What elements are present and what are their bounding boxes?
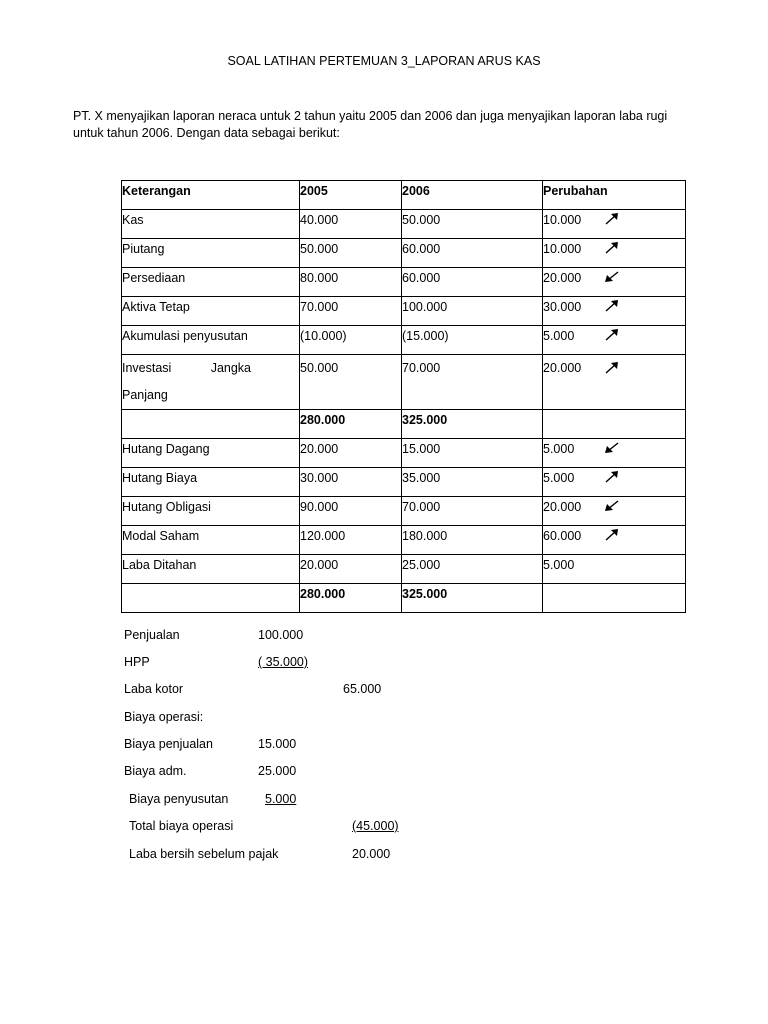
total-2006: 325.000 (402, 410, 543, 439)
biaya-penjualan-value: 15.000 (258, 737, 297, 751)
value-change (543, 297, 686, 326)
row-label: Persediaan (122, 268, 300, 297)
laba-bersih-label: Laba bersih sebelum pajak (129, 847, 279, 861)
change-amount: 20.000 (543, 361, 582, 375)
biaya-penyusutan-value: 5.000 (265, 792, 297, 806)
intro-paragraph: PT. X menyajikan laporan neraca untuk 2 tahun yaitu 2005 dan 2006 dan juga menyajikan laporan laba rugi untuk tahun 2006. Dengan data sebagai berikut: (73, 109, 668, 140)
value-change (543, 268, 686, 297)
value-change (543, 468, 686, 497)
arrow-down-left-icon (603, 269, 621, 285)
row-label: Hutang Dagang (122, 439, 300, 468)
value-2006: 60.000 (402, 268, 543, 297)
total-empty-cell (122, 410, 300, 439)
value-2005: 70.000 (300, 297, 402, 326)
row-label: Piutang (122, 239, 300, 268)
hpp-label: HPP (124, 655, 150, 669)
value-2005: 50.000 (300, 239, 402, 268)
value-2005: 40.000 (300, 210, 402, 239)
biaya-adm-label: Biaya adm. (124, 764, 187, 778)
total-2005: 280.000 (300, 410, 402, 439)
table-row (122, 268, 686, 297)
laba-bersih-value: 20.000 (352, 847, 391, 861)
arrow-up-right-icon (603, 298, 621, 314)
invest-label-word: Investasi (122, 361, 172, 375)
value-2006: 70.000 (402, 497, 543, 526)
value-2006: 50.000 (402, 210, 543, 239)
change-amount: 5.000 (543, 471, 575, 485)
change-amount: 20.000 (543, 500, 582, 514)
value-2006: 35.000 (402, 468, 543, 497)
value-change (543, 526, 686, 555)
value-2005: 20.000 (300, 555, 402, 584)
arrow-up-right-icon (603, 327, 621, 343)
row-label: Hutang Biaya (122, 468, 300, 497)
arrow-up-right-icon (603, 211, 621, 227)
biaya-operasi-label: Biaya operasi: (124, 710, 204, 724)
arrow-down-left-icon (603, 498, 621, 514)
total-biaya-operasi-value: (45.000) (352, 819, 399, 833)
header-keterangan: Keterangan (122, 181, 300, 210)
table-row (122, 297, 686, 326)
value-2005: 30.000 (300, 468, 402, 497)
row-label: Hutang Obligasi (122, 497, 300, 526)
header-2005: 2005 (300, 181, 402, 210)
table-row (122, 555, 686, 584)
penjualan-label: Penjualan (124, 628, 180, 642)
value-2006: 25.000 (402, 555, 543, 584)
total-liabilities-row (122, 584, 686, 613)
table-header-row (122, 181, 686, 210)
change-amount: 20.000 (543, 271, 582, 285)
value-2005: 50.000 (300, 355, 402, 410)
value-2006: 180.000 (402, 526, 543, 555)
change-amount: 10.000 (543, 213, 582, 227)
change-amount: 5.000 (543, 329, 575, 343)
header-perubahan: Perubahan (543, 181, 686, 210)
change-amount: 30.000 (543, 300, 582, 314)
value-2005: 20.000 (300, 439, 402, 468)
value-2006: 60.000 (402, 239, 543, 268)
biaya-penyusutan-label: Biaya penyusutan (129, 792, 229, 806)
value-change (543, 555, 686, 584)
total-empty-cell (543, 584, 686, 613)
table-row (122, 355, 686, 410)
total-2006: 325.000 (402, 584, 543, 613)
value-2006: (15.000) (402, 326, 543, 355)
table-row (122, 526, 686, 555)
invest-label-word: Jangka (210, 361, 251, 375)
row-label: Aktiva Tetap (122, 297, 300, 326)
arrow-up-right-icon (603, 527, 621, 543)
arrow-up-right-icon (603, 240, 621, 256)
value-2006: 15.000 (402, 439, 543, 468)
value-2005: 80.000 (300, 268, 402, 297)
total-biaya-operasi-label: Total biaya operasi (129, 819, 234, 833)
total-empty-cell (122, 584, 300, 613)
value-change (543, 326, 686, 355)
total-assets-row (122, 410, 686, 439)
value-change (543, 497, 686, 526)
value-2005: (10.000) (300, 326, 402, 355)
balance-sheet-table (121, 180, 686, 613)
value-change (543, 210, 686, 239)
value-2005: 120.000 (300, 526, 402, 555)
invest-label-line1 (122, 355, 299, 382)
value-2006: 70.000 (402, 355, 543, 410)
biaya-penjualan-label: Biaya penjualan (124, 737, 213, 751)
table-row (122, 497, 686, 526)
value-change (543, 355, 686, 410)
table-row (122, 326, 686, 355)
biaya-adm-value: 25.000 (258, 764, 297, 778)
row-label: Laba Ditahan (122, 555, 300, 584)
table-row (122, 439, 686, 468)
change-amount: 10.000 (543, 242, 582, 256)
table-row (122, 239, 686, 268)
value-change (543, 439, 686, 468)
header-2006: 2006 (402, 181, 543, 210)
laba-kotor-label: Laba kotor (124, 682, 184, 696)
table-row (122, 210, 686, 239)
change-amount: 5.000 (543, 558, 575, 572)
arrow-up-right-icon (603, 469, 621, 485)
row-label: Modal Saham (122, 526, 300, 555)
laba-kotor-value: 65.000 (343, 682, 382, 696)
row-label: Akumulasi penyusutan (122, 326, 300, 355)
value-change (543, 239, 686, 268)
invest-label-line2: Panjang (122, 388, 168, 402)
arrow-up-right-icon (603, 360, 621, 376)
change-amount: 60.000 (543, 529, 582, 543)
total-2005: 280.000 (300, 584, 402, 613)
change-amount: 5.000 (543, 442, 575, 456)
hpp-value: ( 35.000) (258, 655, 309, 669)
table-row (122, 468, 686, 497)
value-2006: 100.000 (402, 297, 543, 326)
row-label: Kas (122, 210, 300, 239)
document-title: SOAL LATIHAN PERTEMUAN 3_LAPORAN ARUS KAS (227, 54, 541, 68)
row-label (122, 355, 300, 410)
arrow-down-left-icon (603, 440, 621, 456)
total-empty-cell (543, 410, 686, 439)
value-2005: 90.000 (300, 497, 402, 526)
penjualan-value: 100.000 (258, 628, 304, 642)
